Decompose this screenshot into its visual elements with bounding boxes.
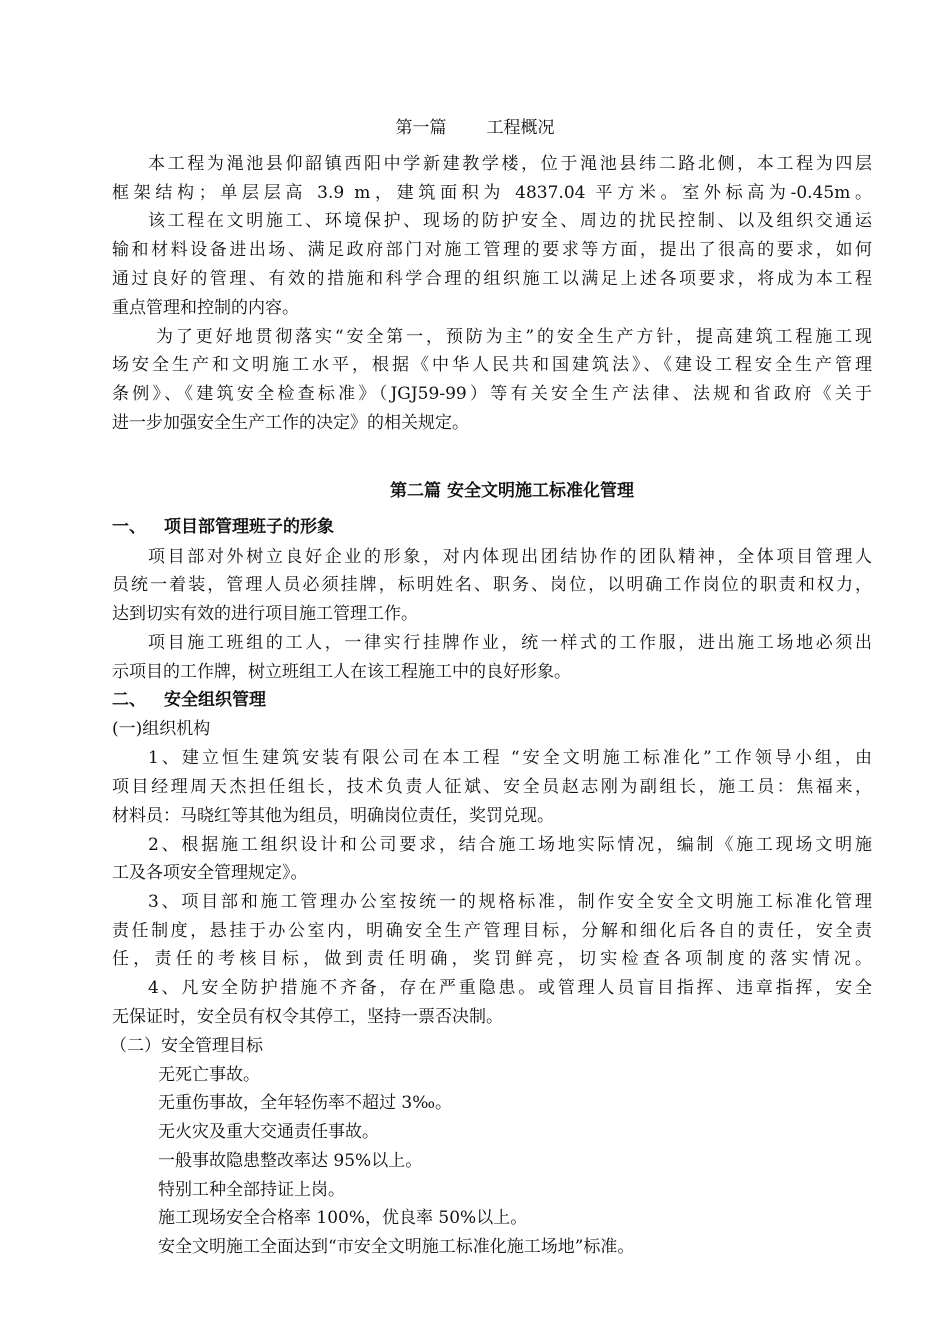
paragraph-line: 4、凡安全防护措施不齐备，存在严重隐患。或管理人员盲目指挥、违章指挥，安全 — [148, 978, 872, 998]
goal-item: 安全文明施工全面达到“市安全文明施工标准化施工场地”标准。 — [158, 1237, 635, 1257]
subsection-heading: (一)组织机构 — [112, 719, 211, 739]
paragraph-line: 该工程在文明施工、环境保护、现场的防护安全、周边的扰民控制、以及组织交通运 — [148, 211, 872, 231]
goal-item: 无重伤事故，全年轻伤率不超过 3‰。 — [158, 1093, 453, 1113]
part1-heading — [0, 116, 950, 140]
paragraph-line: 重点管理和控制的内容。 — [112, 298, 299, 318]
paragraph-line: 无保证时，安全员有权令其停工，坚持一票否决制。 — [112, 1007, 503, 1027]
section-title: 项目部管理班子的形象 — [164, 517, 334, 537]
goal-item: 无火灾及重大交通责任事故。 — [158, 1122, 379, 1142]
goal-item: 无死亡事故。 — [158, 1065, 260, 1085]
paragraph-line: 项目施工班组的工人，一律实行挂牌作业，统一样式的工作服，进出施工场地必须出 — [148, 633, 872, 653]
paragraph-line: 员统一着装，管理人员必须挂牌，标明姓名、职务、岗位，以明确工作岗位的职责和权力， — [112, 575, 872, 595]
section-heading — [112, 515, 872, 539]
goal-item: 特别工种全部持证上岗。 — [158, 1180, 345, 1200]
section-number: 二、 — [112, 690, 146, 710]
paragraph-line: 责任制度，悬挂于办公室内，明确安全生产管理目标，分解和细化后各自的责任，安全责 — [112, 921, 872, 941]
subsection-heading: （二）安全管理目标 — [110, 1036, 263, 1056]
paragraph-line: 材料员：马晓红等其他为组员，明确岗位责任，奖罚兑现。 — [112, 806, 554, 826]
paragraph-line: 3、项目部和施工管理办公室按统一的规格标准，制作安全安全文明施工标准化管理 — [148, 892, 872, 912]
section-title: 安全组织管理 — [164, 690, 266, 710]
paragraph-line: 场安全生产和文明施工水平，根据《中华人民共和国建筑法》、《建设工程安全生产管理 — [112, 355, 872, 375]
paragraph-line: 示项目的工作牌，树立班组工人在该工程施工中的良好形象。 — [112, 662, 571, 682]
paragraph-line: 2、根据施工组织设计和公司要求，结合施工场地实际情况，编制《施工现场文明施 — [148, 835, 872, 855]
paragraph-line: 本工程为渑池县仰韶镇西阳中学新建教学楼，位于渑池县纬二路北侧，本工程为四层 — [148, 154, 872, 174]
goal-item: 一般事故隐患整改率达 95%以上。 — [158, 1151, 423, 1171]
paragraph-line: 工及各项安全管理规定》。 — [112, 863, 308, 883]
paragraph-line: 任，责任的考核目标，做到责任明确，奖罚鲜亮，切实检查各项制度的落实情况。 — [112, 949, 872, 969]
paragraph-line: 达到切实有效的进行项目施工管理工作。 — [112, 604, 418, 624]
paragraph-line: 输和材料设备进出场、满足政府部门对施工管理的要求等方面，提出了很高的要求，如何 — [112, 240, 872, 260]
section-heading — [112, 688, 872, 712]
paragraph-line: 框架结构；单层层高 3.9 m，建筑面积为 4837.04 平方米。室外标高为-0.45m。 — [112, 183, 872, 203]
goal-item: 施工现场安全合格率 100%，优良率 50%以上。 — [158, 1208, 528, 1228]
section-number: 一、 — [112, 517, 146, 537]
paragraph-line: 1、建立恒生建筑安装有限公司在本工程 “安全文明施工标准化”工作领导小组，由 — [148, 748, 872, 768]
part1-heading-title: 工程概况 — [486, 118, 555, 138]
paragraph-line: 为了更好地贯彻落实“安全第一，预防为主”的安全生产方针，提高建筑工程施工现 — [156, 327, 872, 347]
paragraph-line: 进一步加强安全生产工作的决定》的相关规定。 — [112, 413, 469, 433]
paragraph-line: 项目经理周天杰担任组长，技术负责人征斌、安全员赵志刚为副组长，施工员：焦福来， — [112, 777, 872, 797]
part2-heading: 第二篇 安全文明施工标准化管理 — [390, 481, 634, 501]
paragraph-line: 条例》、《建筑安全检查标准》（JGJ59-99）等有关安全生产法律、法规和省政府《关于 — [112, 384, 872, 404]
paragraph-line: 通过良好的管理、有效的措施和科学合理的组织施工以满足上述各项要求，将成为本工程 — [112, 269, 872, 289]
part1-heading-number: 第一篇 — [395, 118, 447, 138]
paragraph-line: 项目部对外树立良好企业的形象，对内体现出团结协作的团队精神，全体项目管理人 — [148, 547, 872, 567]
